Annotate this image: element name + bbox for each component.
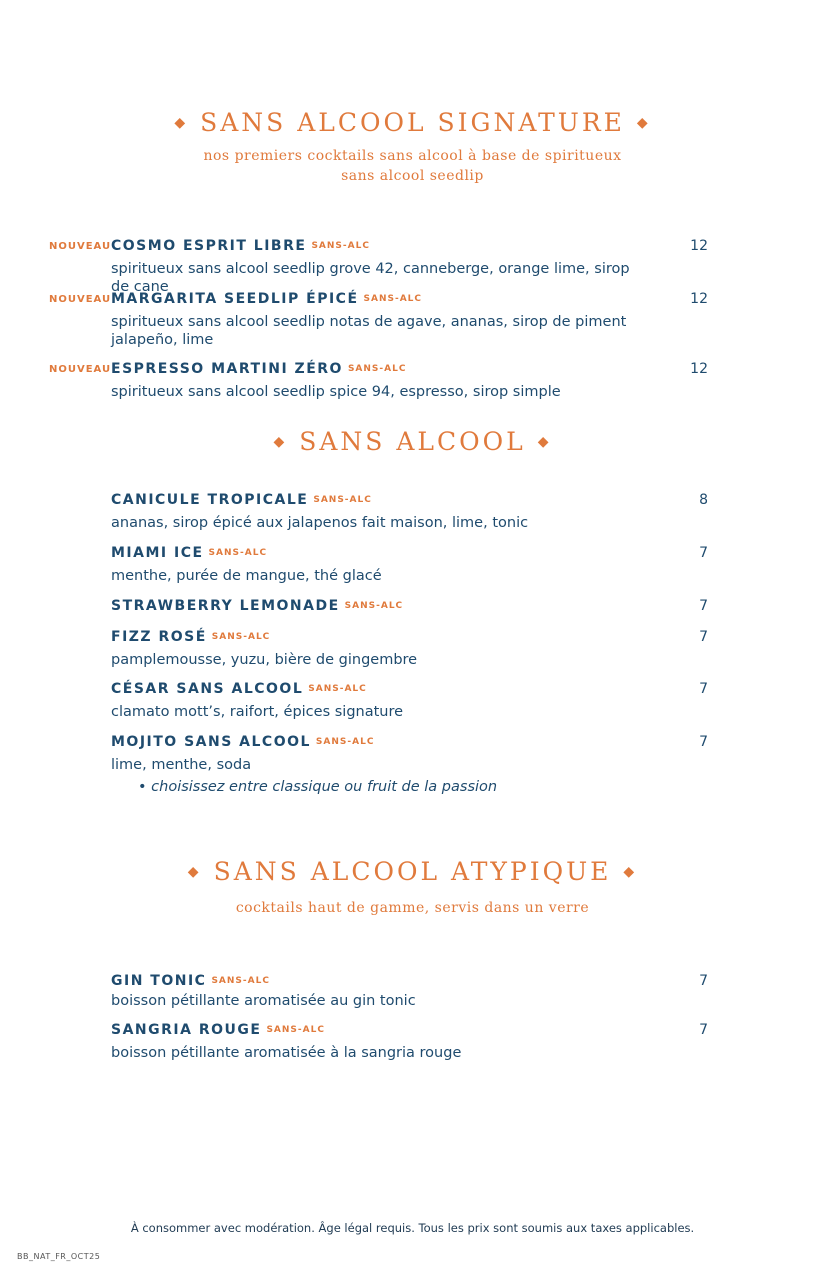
- item-note: • choisissez entre classique ou fruit de la passion: [138, 779, 498, 795]
- alc-free-tag: SANS-ALC: [266, 1025, 325, 1035]
- footer-disclaimer: À consommer avec modération. Âge légal requis. Tous les prix sont soumis aux taxes applicables.: [130, 1221, 695, 1235]
- item-description: spiritueux sans alcool seedlip spice 94, espresso, sirop simple: [111, 384, 561, 400]
- item-description: lime, menthe, soda: [111, 757, 252, 773]
- alc-free-tag: SANS-ALC: [211, 632, 271, 642]
- item-name: CANICULE TROPICALE SANS-ALC: [111, 492, 372, 508]
- alc-free-tag: SANS-ALC: [313, 495, 372, 505]
- item-name: CÉSAR SANS ALCOOL SANS-ALC: [111, 681, 367, 697]
- item-name: MOJITO SANS ALCOOL SANS-ALC: [111, 734, 375, 750]
- section-subtitle-atypique: cocktails haut de gamme, servis dans un verre: [235, 900, 590, 916]
- new-badge: NOUVEAU: [49, 364, 112, 375]
- item-price: 7: [699, 973, 708, 989]
- item-price: 12: [690, 238, 708, 254]
- item-price: 12: [690, 361, 708, 377]
- item-description: clamato mott’s, raifort, épices signature: [111, 704, 404, 720]
- item-name: MARGARITA SEEDLIP ÉPICÉ SANS-ALC: [111, 291, 423, 307]
- item-description: boisson pétillante aromatisée à la sangria rouge: [111, 1045, 462, 1061]
- section-title-sans-alcool: ◆ SANS ALCOOL ◆: [273, 427, 552, 456]
- alc-free-tag: SANS-ALC: [315, 737, 375, 747]
- document-code: BB_NAT_FR_OCT25: [17, 1252, 101, 1261]
- alc-free-tag: SANS-ALC: [311, 241, 370, 251]
- item-description: spiritueux sans alcool seedlip grove 42, canneberge, orange lime, sirop de cane: [111, 261, 630, 295]
- new-badge: NOUVEAU: [49, 294, 112, 305]
- item-description: ananas, sirop épicé aux jalapenos fait maison, lime, tonic: [111, 515, 529, 531]
- item-price: 7: [699, 681, 708, 697]
- item-name: COSMO ESPRIT LIBRE SANS-ALC: [111, 238, 370, 254]
- alc-free-tag: SANS-ALC: [344, 601, 404, 611]
- item-description: menthe, purée de mangue, thé glacé: [111, 568, 382, 584]
- item-price: 7: [699, 734, 708, 750]
- item-price: 7: [699, 629, 708, 645]
- item-name: MIAMI ICE SANS-ALC: [111, 545, 268, 561]
- section-subtitle-signature: nos premiers cocktails sans alcool à base de spiritueux sans alcool seedlip: [203, 148, 622, 184]
- item-name: GIN TONIC SANS-ALC: [111, 973, 270, 989]
- section-title-atypique: ◆ SANS ALCOOL ATYPIQUE ◆: [187, 857, 638, 886]
- alc-free-tag: SANS-ALC: [211, 976, 270, 986]
- item-description: pamplemousse, yuzu, bière de gingembre: [111, 652, 418, 668]
- section-title-signature: ◆ SANS ALCOOL SIGNATURE ◆: [174, 108, 651, 137]
- item-price: 7: [699, 598, 708, 614]
- alc-free-tag: SANS-ALC: [347, 364, 407, 374]
- new-badge: NOUVEAU: [49, 241, 112, 252]
- alc-free-tag: SANS-ALC: [363, 294, 423, 304]
- item-price: 12: [690, 291, 708, 307]
- alc-free-tag: SANS-ALC: [308, 684, 367, 694]
- item-name: FIZZ ROSÉ SANS-ALC: [111, 629, 271, 645]
- item-description: boisson pétillante aromatisée au gin tonic: [111, 993, 416, 1009]
- item-name: ESPRESSO MARTINI ZÉRO SANS-ALC: [111, 361, 407, 377]
- item-name: SANGRIA ROUGE SANS-ALC: [111, 1022, 325, 1038]
- alc-free-tag: SANS-ALC: [208, 548, 268, 558]
- item-description: spiritueux sans alcool seedlip notas de agave, ananas, sirop de piment jalapeño, lime: [111, 314, 627, 348]
- item-price: 7: [699, 1022, 708, 1038]
- item-price: 8: [699, 492, 708, 508]
- item-price: 7: [699, 545, 708, 561]
- item-name: STRAWBERRY LEMONADE SANS-ALC: [111, 598, 404, 614]
